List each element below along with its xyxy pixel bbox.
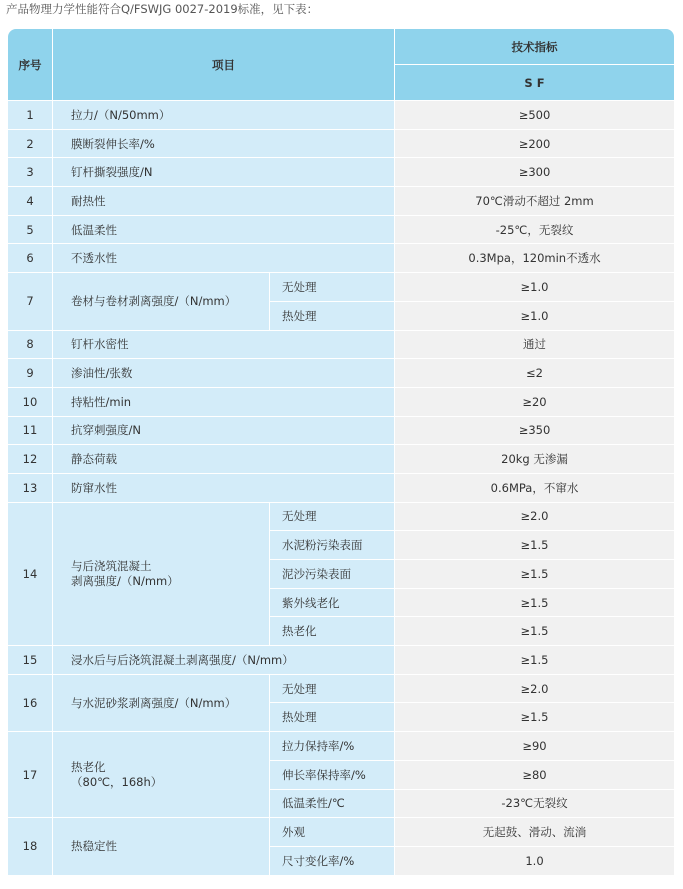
row-item bbox=[53, 732, 270, 818]
row-value: ≥1.5 bbox=[395, 531, 674, 560]
row-value: ≥200 bbox=[395, 130, 674, 159]
row-item-line: 热老化 bbox=[71, 759, 106, 774]
spec-table bbox=[8, 29, 674, 876]
header-item: 项目 bbox=[53, 29, 395, 101]
row-item: 防窜水性 bbox=[53, 474, 395, 503]
table-row bbox=[8, 417, 674, 446]
row-item: 持粘性/min bbox=[53, 388, 395, 417]
row-value: 无起鼓、滑动、流淌 bbox=[395, 818, 674, 847]
row-number: 4 bbox=[8, 187, 53, 216]
row-item: 低温柔性 bbox=[53, 216, 395, 245]
row-value: 20kg 无渗漏 bbox=[395, 445, 674, 474]
row-subitem: 拉力保持率/% bbox=[270, 732, 395, 761]
row-number: 10 bbox=[8, 388, 53, 417]
table-row bbox=[8, 818, 674, 847]
row-item: 抗穿刺强度/N bbox=[53, 417, 395, 446]
table-row bbox=[8, 244, 674, 273]
row-item-line: 与后浇筑混凝土 bbox=[71, 558, 152, 573]
row-number: 13 bbox=[8, 474, 53, 503]
row-item: 拉力/（N/50mm） bbox=[53, 101, 395, 130]
row-item-line: （80℃，168h） bbox=[71, 774, 163, 789]
row-value: ≥2.0 bbox=[395, 675, 674, 704]
row-subitem: 泥沙污染表面 bbox=[270, 560, 395, 589]
row-value: 70℃滑动不超过 2mm bbox=[395, 187, 674, 216]
table-row bbox=[8, 158, 674, 187]
table-row bbox=[8, 388, 674, 417]
row-value: -25℃，无裂纹 bbox=[395, 216, 674, 245]
row-value: ≥1.5 bbox=[395, 703, 674, 732]
header-spec: 技术指标 bbox=[395, 29, 674, 65]
table-row bbox=[8, 503, 674, 532]
row-number: 2 bbox=[8, 130, 53, 159]
row-value: ≥2.0 bbox=[395, 503, 674, 532]
header-no: 序号 bbox=[8, 29, 53, 101]
row-value: ≥1.0 bbox=[395, 273, 674, 302]
table-row bbox=[8, 445, 674, 474]
row-item: 钉杆撕裂强度/N bbox=[53, 158, 395, 187]
row-subitem: 无处理 bbox=[270, 675, 395, 704]
row-value: ≥80 bbox=[395, 761, 674, 790]
row-number: 11 bbox=[8, 417, 53, 446]
table-row bbox=[8, 187, 674, 216]
table-row bbox=[8, 331, 674, 360]
row-subitem: 无处理 bbox=[270, 503, 395, 532]
row-item-line: 剥离强度/（N/mm） bbox=[71, 573, 179, 588]
intro-text: 产品物理力学性能符合Q/FSWJG 0027-2019标准，见下表： bbox=[6, 2, 319, 16]
row-value: ≥500 bbox=[395, 101, 674, 130]
row-value: ≥1.0 bbox=[395, 302, 674, 331]
row-subitem: 外观 bbox=[270, 818, 395, 847]
table-row bbox=[8, 646, 674, 675]
row-item: 不透水性 bbox=[53, 244, 395, 273]
row-number: 7 bbox=[8, 273, 53, 330]
row-number: 17 bbox=[8, 732, 53, 818]
row-item: 浸水后与后浇筑混凝土剥离强度/（N/mm） bbox=[53, 646, 395, 675]
row-subitem: 热处理 bbox=[270, 302, 395, 331]
row-value: 0.6MPa，不窜水 bbox=[395, 474, 674, 503]
row-value: ≥1.5 bbox=[395, 560, 674, 589]
row-number: 12 bbox=[8, 445, 53, 474]
row-value: ≥1.5 bbox=[395, 617, 674, 646]
row-number: 5 bbox=[8, 216, 53, 245]
row-value: ≥350 bbox=[395, 417, 674, 446]
table-row bbox=[8, 101, 674, 130]
table-row bbox=[8, 130, 674, 159]
row-number: 1 bbox=[8, 101, 53, 130]
table-row bbox=[8, 474, 674, 503]
row-subitem: 无处理 bbox=[270, 273, 395, 302]
row-number: 16 bbox=[8, 675, 53, 732]
row-item bbox=[53, 503, 270, 646]
row-number: 14 bbox=[8, 503, 53, 646]
row-value: ≥1.5 bbox=[395, 589, 674, 618]
row-value: ≥300 bbox=[395, 158, 674, 187]
row-subitem: 水泥粉污染表面 bbox=[270, 531, 395, 560]
row-subitem: 热处理 bbox=[270, 703, 395, 732]
row-number: 3 bbox=[8, 158, 53, 187]
row-item: 卷材与卷材剥离强度/（N/mm） bbox=[53, 273, 270, 330]
table-row bbox=[8, 675, 674, 704]
row-number: 8 bbox=[8, 331, 53, 360]
row-subitem: 紫外线老化 bbox=[270, 589, 395, 618]
row-number: 15 bbox=[8, 646, 53, 675]
row-value: 通过 bbox=[395, 331, 674, 360]
table-row bbox=[8, 359, 674, 388]
row-value: -23℃无裂纹 bbox=[395, 790, 674, 819]
row-value: ≤2 bbox=[395, 359, 674, 388]
row-value: ≥1.5 bbox=[395, 646, 674, 675]
header-sf: S F bbox=[395, 65, 674, 101]
row-value: ≥90 bbox=[395, 732, 674, 761]
row-item: 渗油性/张数 bbox=[53, 359, 395, 388]
row-item: 热稳定性 bbox=[53, 818, 270, 875]
row-number: 18 bbox=[8, 818, 53, 875]
row-subitem: 尺寸变化率/% bbox=[270, 847, 395, 876]
table-row bbox=[8, 732, 674, 761]
row-item: 耐热性 bbox=[53, 187, 395, 216]
row-item: 静态荷载 bbox=[53, 445, 395, 474]
row-subitem: 伸长率保持率/% bbox=[270, 761, 395, 790]
row-item: 与水泥砂浆剥离强度/（N/mm） bbox=[53, 675, 270, 732]
row-value: 1.0 bbox=[395, 847, 674, 876]
row-item: 钉杆水密性 bbox=[53, 331, 395, 360]
row-subitem: 热老化 bbox=[270, 617, 395, 646]
row-value: 0.3Mpa，120min不透水 bbox=[395, 244, 674, 273]
row-value: ≥20 bbox=[395, 388, 674, 417]
row-item: 膜断裂伸长率/% bbox=[53, 130, 395, 159]
table-row bbox=[8, 273, 674, 302]
row-subitem: 低温柔性/℃ bbox=[270, 790, 395, 819]
row-number: 6 bbox=[8, 244, 53, 273]
table-row bbox=[8, 216, 674, 245]
row-number: 9 bbox=[8, 359, 53, 388]
